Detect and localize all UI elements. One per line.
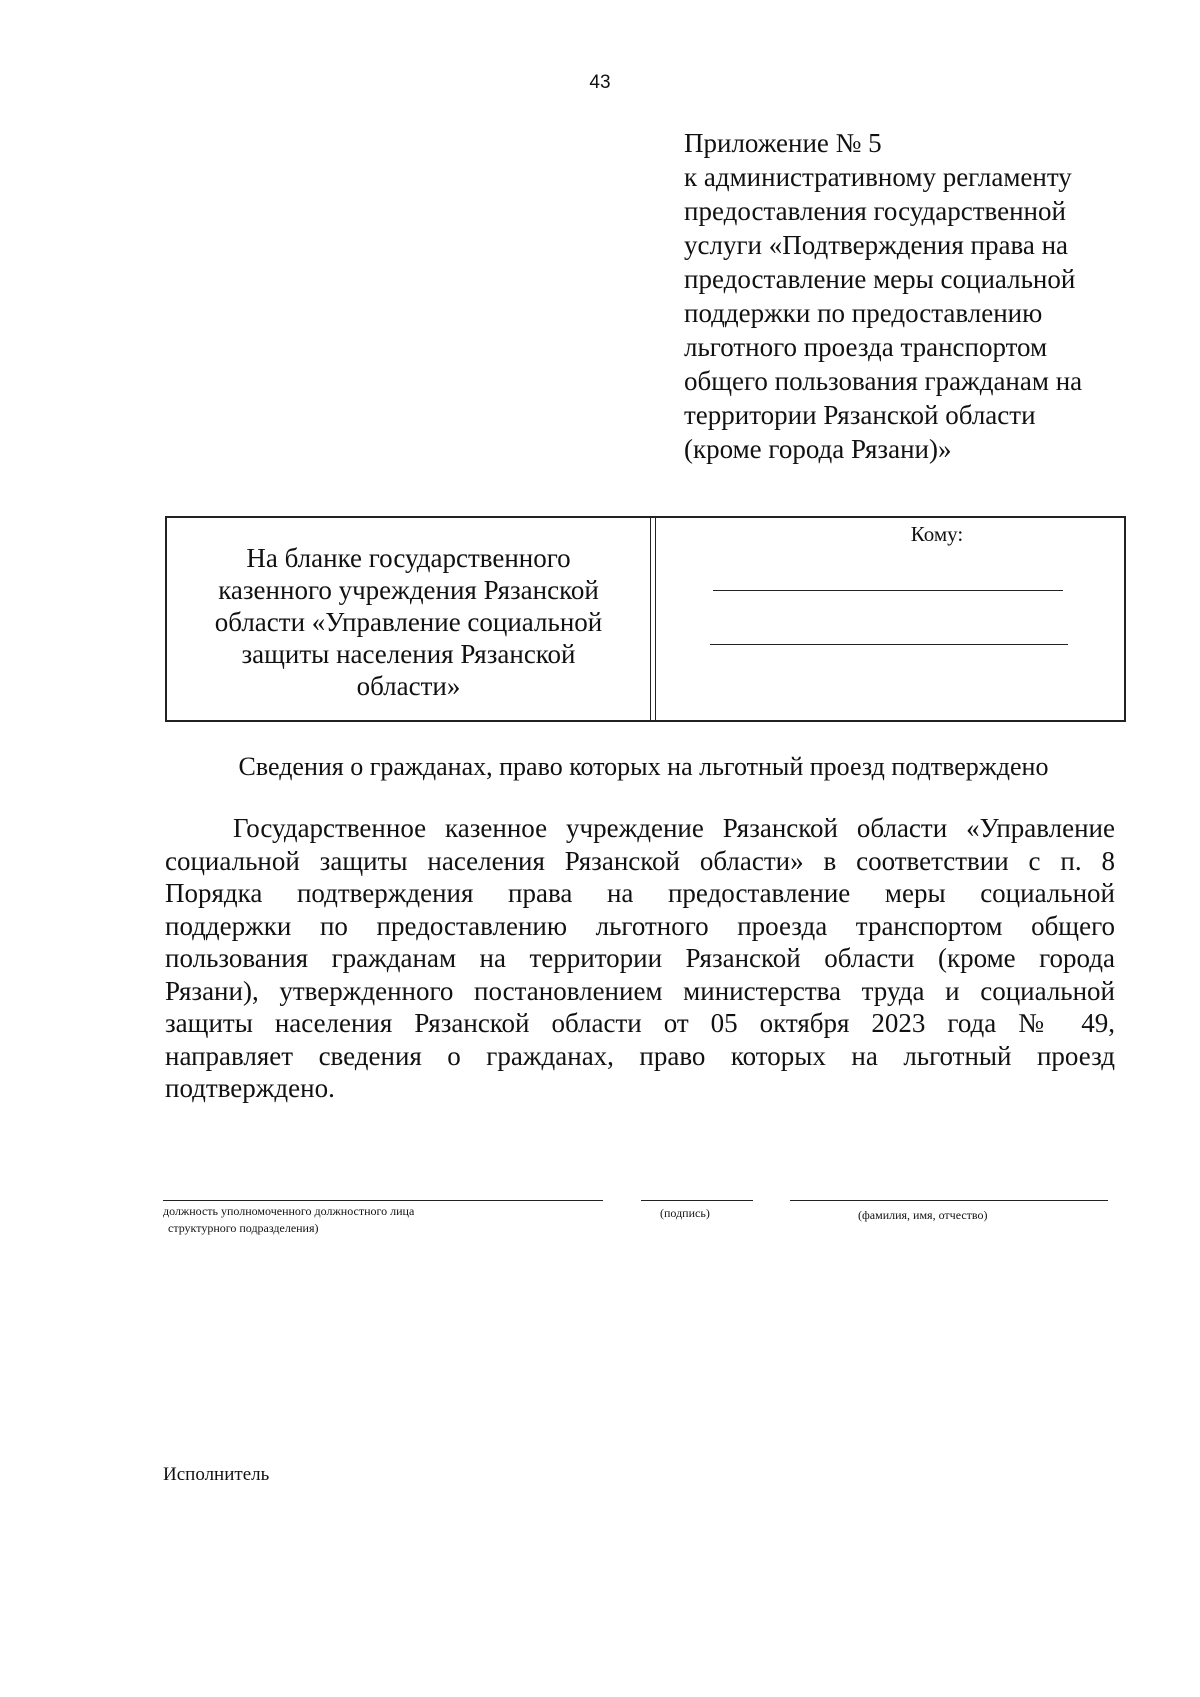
appendix-line: территории Рязанской области bbox=[684, 400, 1036, 430]
appendix-line: предоставление меры социальной bbox=[684, 264, 1076, 294]
body-line: подтверждено. bbox=[165, 1073, 335, 1103]
body-line: социальной защиты населения Рязанской области» в соответствии с п. 8 bbox=[165, 845, 1115, 876]
body-line: поддержки по предоставлению льготного проезда транспортом общего bbox=[165, 910, 1115, 941]
letterhead-line: защиты населения Рязанской bbox=[241, 639, 576, 669]
recipient-field-line[interactable] bbox=[710, 644, 1068, 645]
box-divider bbox=[650, 518, 656, 720]
position-caption: должность уполномоченного должностного лица bbox=[163, 1204, 415, 1218]
body-line: защиты населения Рязанской области от 05 октября 2023 года № 49, bbox=[165, 1008, 1115, 1038]
appendix-header bbox=[684, 126, 1124, 466]
full-name-line[interactable] bbox=[790, 1200, 1108, 1201]
body-line: пользования гражданам на территории Рязанской области (кроме города bbox=[165, 943, 1115, 973]
position-caption-continued: структурного подразделения) bbox=[168, 1221, 319, 1235]
body-line: Рязани), утвержденного постановлением министерства труда и социальной bbox=[165, 975, 1115, 1006]
letterhead-line: казенного учреждения Рязанской bbox=[218, 575, 599, 605]
full-name-caption: (фамилия, имя, отчество) bbox=[858, 1208, 988, 1222]
recipient-label: Кому: bbox=[910, 522, 964, 546]
body-line: Государственное казенное учреждение Рязанской области «Управление bbox=[233, 813, 1115, 843]
signature-line[interactable] bbox=[641, 1200, 753, 1201]
appendix-line: (кроме города Рязани)» bbox=[684, 434, 952, 464]
appendix-line: предоставления государственной bbox=[684, 196, 1066, 226]
executor-label: Исполнитель bbox=[163, 1464, 270, 1485]
body-paragraph bbox=[165, 812, 1115, 1105]
page-number: 43 bbox=[589, 72, 611, 93]
position-signature-line[interactable] bbox=[163, 1200, 603, 1201]
letterhead-line: На бланке государственного bbox=[246, 543, 571, 573]
appendix-line: общего пользования гражданам на bbox=[684, 366, 1083, 396]
signature-caption: (подпись) bbox=[660, 1206, 710, 1220]
document-title: Сведения о гражданах, право которых на льготный проезд подтверждено bbox=[238, 752, 1049, 781]
letterhead-box bbox=[165, 516, 1126, 722]
body-line: Порядка подтверждения права на предоставление меры социальной bbox=[165, 878, 1115, 908]
appendix-line: поддержки по предоставлению bbox=[684, 298, 1043, 328]
appendix-line: услуги «Подтверждения права на bbox=[684, 230, 1068, 260]
letterhead-placeholder bbox=[177, 542, 640, 702]
appendix-line: к административному регламенту bbox=[684, 162, 1072, 192]
recipient-field-line[interactable] bbox=[713, 590, 1063, 591]
body-line: направляет сведения о гражданах, право которых на льготный проезд bbox=[165, 1040, 1115, 1071]
letterhead-line: области» bbox=[356, 671, 461, 701]
appendix-line: Приложение № 5 bbox=[684, 128, 882, 158]
letterhead-line: области «Управление социальной bbox=[214, 607, 603, 637]
appendix-line: льготного проезда транспортом bbox=[684, 332, 1048, 362]
